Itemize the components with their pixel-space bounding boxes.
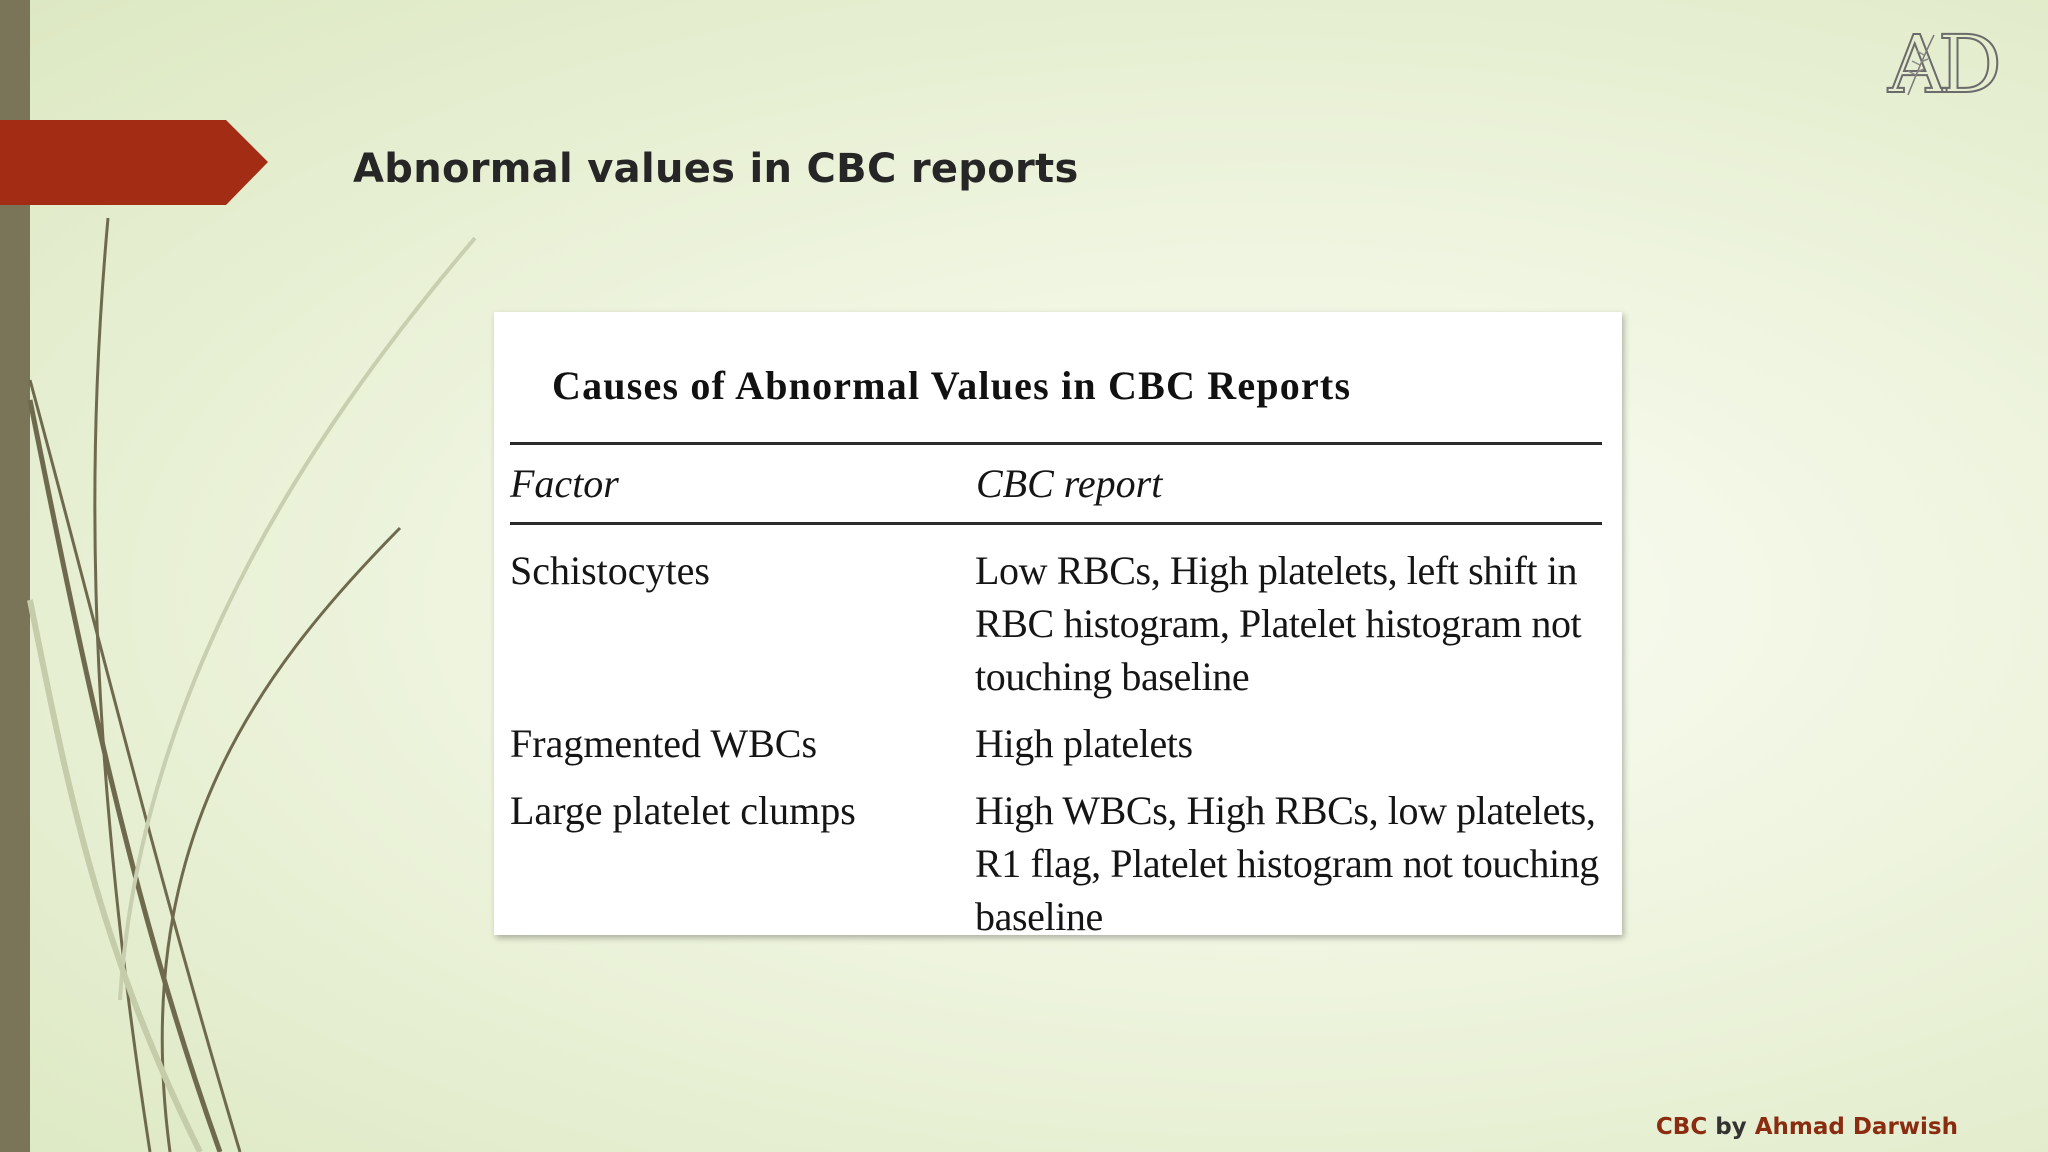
factor-cell: Fragmented WBCs xyxy=(510,721,818,766)
footer-author: Ahmad Darwish xyxy=(1754,1114,1958,1140)
table-row xyxy=(510,544,1620,703)
table-header-rule xyxy=(510,522,1602,525)
ad-logo xyxy=(1886,20,2028,102)
table-row xyxy=(510,717,1620,770)
logo-lettering: AD xyxy=(1888,20,1994,102)
slide-title: Abnormal values in CBC reports xyxy=(353,146,1079,192)
cbc-table-image xyxy=(494,312,1622,939)
factor-cell: Large platelet clumps xyxy=(510,788,856,833)
table-caption: Causes of Abnormal Values in CBC Reports xyxy=(552,363,1352,408)
footer-cbc: CBC xyxy=(1655,1114,1708,1140)
footer-credit xyxy=(1656,1114,1958,1140)
title-accent-tab xyxy=(0,120,268,205)
table-top-rule xyxy=(510,442,1602,445)
header-cbc-report: CBC report xyxy=(976,461,1163,506)
report-cell: High WBCs, High RBCs, low platelets, R1 flag, Platelet histogram not touching baseline xyxy=(975,788,1599,939)
report-cell: High platelets xyxy=(975,721,1193,766)
header-factor: Factor xyxy=(510,461,619,506)
report-cell: Low RBCs, High platelets, left shift in RBC histogram, Platelet histogram not touching baseline xyxy=(975,548,1582,699)
table-body xyxy=(510,544,1620,957)
table-row xyxy=(510,784,1620,943)
footer-by: by xyxy=(1715,1114,1747,1140)
factor-cell: Schistocytes xyxy=(510,548,710,593)
